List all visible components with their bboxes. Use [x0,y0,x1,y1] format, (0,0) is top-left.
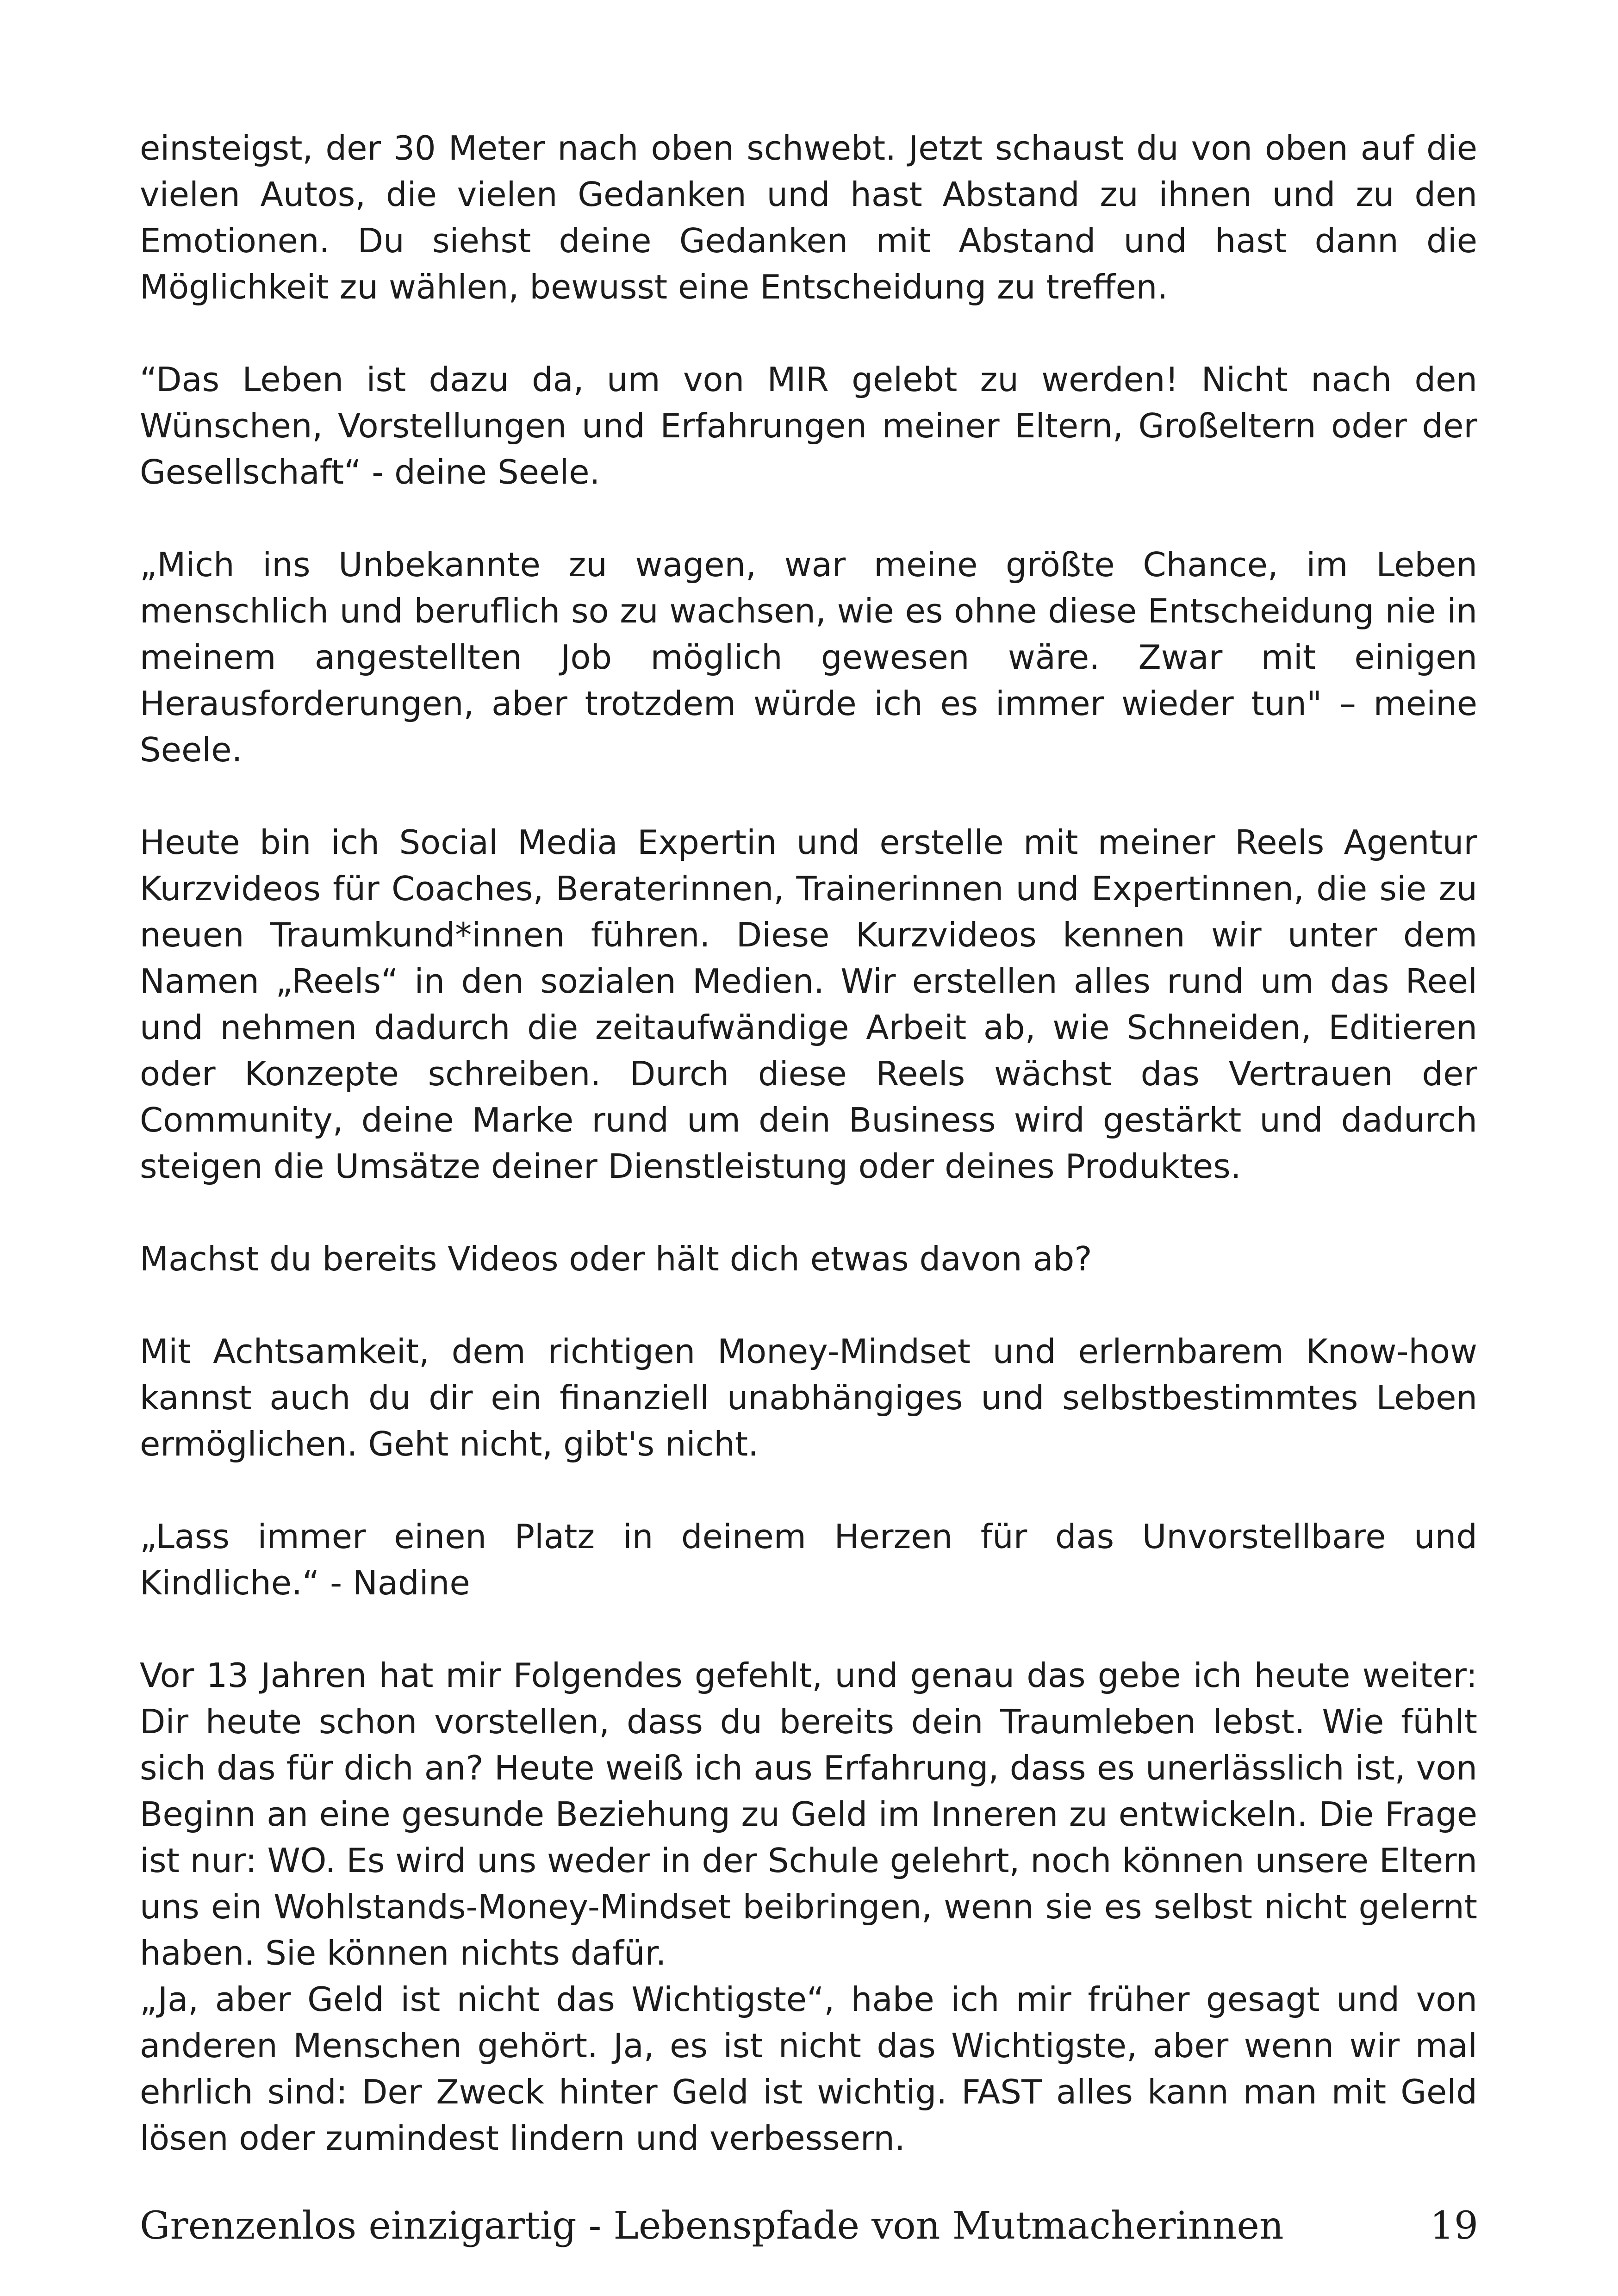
paragraph: „Ja, aber Geld ist nicht das Wichtigste“, habe ich mir früher gesagt und von anderen Menschen gehört. Ja, es ist nicht das Wichtigste, aber wenn wir mal ehrlich sind: Der Zweck hinter Geld ist wichtig. FAST alles kann man mit Geld lösen oder zumindest lindern und verbessern. [140,1980,1477,2158]
paragraph: Vor 13 Jahren hat mir Folgendes gefehlt, und genau das gebe ich heute weiter: Dir heute schon vorstellen, dass du bereits dein Traumleben lebst. Wie fühlt sich das für dich an? Heute weiß ich aus Erfahrung, dass es unerlässlich ist, von Beginn an eine gesunde Beziehung zu Geld im Inneren zu entwickeln. Die Frage ist nur: WO. Es wird uns weder in der Schule gelehrt, noch können unsere Eltern uns ein Wohlstands-Money-Mindset beibringen, wenn sie es selbst nicht gelernt haben. Sie können nichts dafür. [140,1656,1477,1972]
paragraph: “Das Leben ist dazu da, um von MIR gelebt zu werden! Nicht nach den Wünschen, Vorstellungen und Erfahrungen meiner Eltern, Großeltern oder der Gesellschaft“ - deine Seele. [140,360,1477,492]
paragraph: Mit Achtsamkeit, dem richtigen Money-Mindset und erlernbarem Know-how kannst auch du dir ein finanziell unabhängiges und selbstbestimmtes Leben ermöglichen. Geht nicht, gibt's nicht. [140,1332,1477,1463]
paragraph: „Mich ins Unbekannte zu wagen, war meine größte Chance, im Leben menschlich und beruflich so zu wachsen, wie es ohne diese Entscheidung nie in meinem angestellten Job möglich gewesen wäre. Zwar mit einigen Herausforderungen, aber trotzdem würde ich es immer wieder tun" – meine Seele. [140,545,1477,769]
paragraph: einsteigst, der 30 Meter nach oben schwebt. Jetzt schaust du von oben auf die vielen Autos, die vielen Gedanken und hast Abstand zu ihnen und zu den Emotionen. Du siehst deine Gedanken mit Abstand und hast dann die Möglichkeit zu wählen, bewusst eine Entscheidung zu treffen. [140,129,1477,306]
running-footer-title: Grenzenlos einzigartig - Lebenspfade von Mutmacherinnen [140,2204,1284,2248]
paragraph: Machst du bereits Videos oder hält dich etwas davon ab? [140,1239,1092,1278]
paragraph: Heute bin ich Social Media Expertin und erstelle mit meiner Reels Agentur Kurzvideos für Coaches, Beraterinnen, Trainerinnen und Expertinnen, die sie zu neuen Traumkund*innen führen. Diese Kurzvideos kennen wir unter dem Namen „Reels“ in den sozialen Medien. Wir erstellen alles rund um das Reel und nehmen dadurch die zeitaufwändige Arbeit ab, wie Schneiden, Editieren oder Konzepte schreiben. Durch diese Reels wächst das Vertrauen der Community, deine Marke rund um dein Business wird gestärkt und dadurch steigen die Umsätze deiner Dienstleistung oder deines Produktes. [140,823,1477,1186]
paragraph: „Lass immer einen Platz in deinem Herzen für das Unvorstellbare und Kindliche.“ - Nadine [140,1517,1477,1602]
body-text [140,125,1477,2208]
page-number: 19 [1430,2204,1478,2248]
